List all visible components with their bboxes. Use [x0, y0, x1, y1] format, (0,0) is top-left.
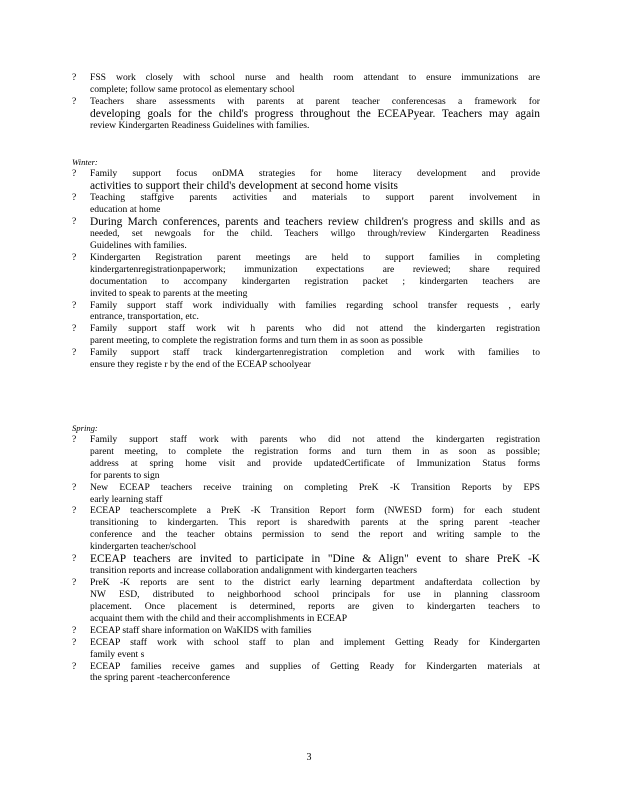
bullet-marker: ? [72, 660, 77, 672]
list-item-text-line: FSS work closely with school nurse and health room attendant to ensure immunizations are [90, 72, 540, 83]
list-item-text-line: parent meeting, to complete the registration forms and turn them in as soon as possible [90, 335, 423, 347]
page-number: 3 [306, 752, 312, 763]
bullet-marker: ? [72, 481, 77, 493]
list-item-text-line: Guidelines with families. [90, 240, 187, 252]
list-item-text-line: Family support staff track kindergartenregistration completion and work with families to [90, 347, 540, 359]
list-item [72, 505, 540, 553]
list-item-text-line: kindergarten teacher/school [90, 541, 197, 553]
fall-section [72, 72, 540, 132]
list-item-text-line: the spring parent -teacherconference [90, 672, 230, 684]
bullet-marker: ? [72, 347, 77, 359]
list-item-text-line: ECEAP teacherscomplete a PreK -K Transition Report form (NWESD form) for each student [90, 505, 540, 517]
list-item [72, 96, 540, 132]
list-item-text-line: Family support staff work individually with families regarding school transfer requests , early [90, 299, 540, 311]
list-item-text-line: education at home [90, 204, 161, 216]
list-item-text-line: complete; follow same protocol as elementary school [90, 83, 295, 95]
bullet-marker: ? [72, 323, 77, 335]
bullet-marker: ? [72, 192, 77, 204]
list-item-text-line: Family support staff work with parents who did not attend the kindergarten registration [90, 434, 540, 445]
list-item [72, 347, 540, 371]
bullet-marker: ? [72, 95, 77, 107]
list-item-text-line: Family support staff work wit h parents who did not attend the kindergarten registration [90, 323, 540, 335]
list-item-text-line: address at spring home visit and provide updatedCertificate of Immunization Status forms [90, 457, 540, 469]
list-item-text-line: transition reports and increase collaboration andalignment with kindergarten teachers [90, 565, 417, 577]
list-item-text-line: ECEAP teachers are invited to participate in "Dine & Align" event to share PreK -K [90, 553, 540, 566]
list-item-text-line: PreK -K reports are sent to the district early learning department andafterdata collection by [90, 577, 540, 589]
bullet-marker: ? [72, 299, 77, 311]
list-item-text-line: kindergartenregistrationpaperwork; immunization expectations are reviewed; share required [90, 263, 540, 275]
list-item [72, 192, 540, 216]
list-item-text-line: Family support focus onDMA strategies for home literacy development and provide [90, 168, 540, 179]
spring-section [72, 423, 540, 684]
list-item-text-line: Kindergarten Registration parent meetings are held to support families in completing [90, 251, 540, 263]
list-item-text-line: Teaching staffgive parents activities and materials to support parent involvement in [90, 192, 540, 204]
list-item-text-line: During March conferences, parents and teachers review children's progress and skills and as [90, 215, 540, 228]
list-item-text-line: review Kindergarten Readiness Guidelines with families. [90, 119, 310, 131]
list-item [72, 323, 540, 347]
list-item [72, 482, 540, 506]
list-item [72, 434, 540, 482]
list-item-text-line: parent meeting, to complete the registration forms and turn them in as soon as possible; [90, 445, 540, 457]
list-item [72, 577, 540, 625]
list-item-text-line: family event s [90, 648, 145, 660]
list-item-text-line: early learning staff [90, 493, 163, 505]
list-item-text-line: NW ESD, distributed to neighborhood school principals for use in planning classroom [90, 589, 540, 601]
bullet-marker: ? [72, 168, 77, 179]
list-item [72, 661, 540, 685]
list-item-text-line: ECEAP staff share information on WaKIDS with families [90, 624, 312, 636]
list-item-text-line: activities to support their child's development at second home visits [90, 179, 398, 192]
bullet-marker: ? [72, 434, 77, 445]
list-item [72, 625, 540, 637]
list-item [72, 216, 540, 252]
bullet-marker: ? [72, 72, 77, 83]
bullet-marker: ? [72, 215, 77, 227]
bullet-marker: ? [72, 505, 77, 517]
section-heading: Winter: [72, 157, 98, 167]
bullet-marker: ? [72, 553, 77, 565]
list-item-text-line: ECEAP staff work with school staff to plan and implement Getting Ready for Kindergarten [90, 636, 540, 648]
bullet-marker: ? [72, 636, 77, 648]
list-item [72, 168, 540, 192]
list-item-text-line: New ECEAP teachers receive training on completing PreK -K Transition Reports by EPS [90, 481, 540, 493]
section-heading: Spring: [72, 423, 98, 433]
list-item-text-line: placement. Once placement is determined, reports are given to kindergarten teachers to [90, 600, 540, 612]
bullet-marker: ? [72, 577, 77, 589]
list-item-text-line: developing goals for the child's progress throughout the ECEAPyear. Teachers may again [90, 107, 540, 120]
bullet-marker: ? [72, 251, 77, 263]
list-item-text-line: entrance, transportation, etc. [90, 311, 199, 323]
list-item-text-line: ensure they registe r by the end of the ECEAP schoolyear [90, 359, 311, 371]
list-item-text-line: needed, set newgoals for the child. Teachers willgo through/review Kindergarten Readiness [90, 228, 540, 240]
list-item [72, 637, 540, 661]
list-item [72, 553, 540, 577]
list-item-text-line: acquaint them with the child and their accomplishments in ECEAP [90, 612, 348, 624]
list-item-text-line: documentation to accompany kindergarten registration packet ; kindergarten teachers are [90, 275, 540, 287]
list-item-text-line: for parents to sign [90, 469, 160, 481]
bullet-marker: ? [72, 624, 77, 636]
list-item-text-line: transitioning to kindergarten. This report is sharedwith parents at the spring parent -teacher [90, 517, 540, 529]
list-item [72, 72, 540, 96]
list-item-text-line: Teachers share assessments with parents at parent teacher conferencesas a framework for [90, 95, 540, 107]
winter-section [72, 157, 540, 371]
list-item [72, 300, 540, 324]
list-item [72, 252, 540, 300]
list-item-text-line: ECEAP families receive games and supplies of Getting Ready for Kindergarten materials at [90, 660, 540, 672]
list-item-text-line: invited to speak to parents at the meeting [90, 287, 248, 299]
list-item-text-line: conference and the teacher obtains permission to send the report and writing sample to the [90, 529, 540, 541]
